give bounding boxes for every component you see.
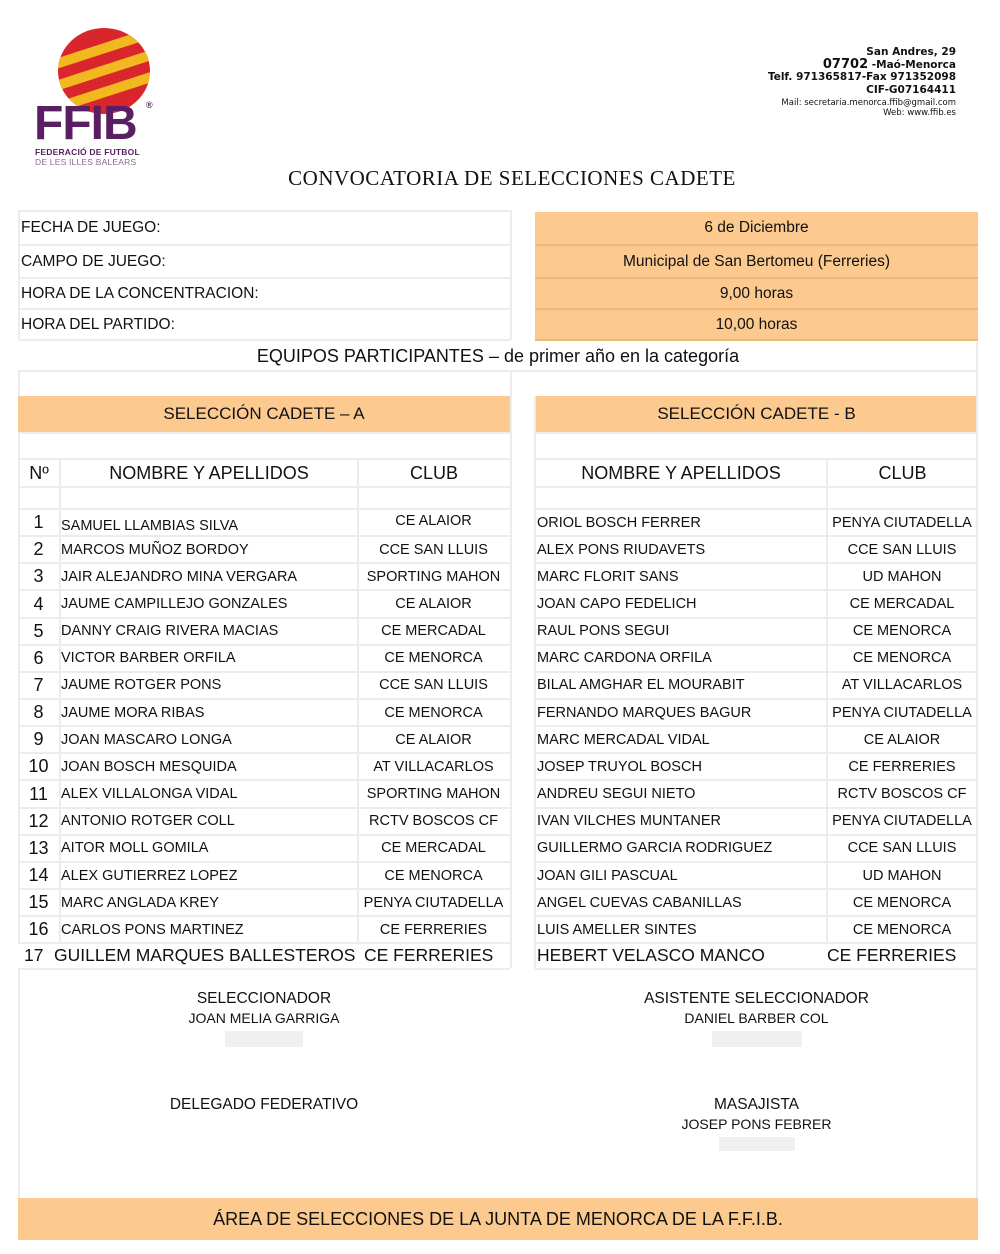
player-club: CCE SAN LLUIS xyxy=(826,537,978,564)
player-club: AT VILLACARLOS xyxy=(826,673,978,700)
player-name: JAUME MORA RIBAS xyxy=(59,700,357,727)
masajista-name: JOSEP PONS FEBRER xyxy=(681,1116,832,1132)
player-club: UD MAHON xyxy=(826,863,978,890)
info-value-concentracion: 9,00 horas xyxy=(535,279,978,310)
player-club: CCE SAN LLUIS xyxy=(357,673,510,700)
player-name: DANNY CRAIG RIVERA MACIAS xyxy=(59,619,357,646)
player-club: CE MERCADAL xyxy=(357,619,510,646)
player-name: RAUL PONS SEGUI xyxy=(535,619,826,646)
info-value-campo: Municipal de San Bertomeu (Ferreries) xyxy=(535,246,978,279)
player-club: PENYA CIUTADELLA xyxy=(826,510,978,537)
player-club: CE ALAIOR xyxy=(357,510,510,537)
player-name: JOAN CAPO FEDELICH xyxy=(535,591,826,618)
team-b-title: SELECCIÓN CADETE - B xyxy=(535,396,978,434)
player-club: CE ALAIOR xyxy=(357,591,510,618)
contact-address xyxy=(768,46,956,118)
delegado-block xyxy=(18,1095,510,1115)
team-b-col-club: CLUB xyxy=(827,460,978,488)
info-value-fecha: 6 de Diciembre xyxy=(535,212,978,246)
player-club: CE ALAIOR xyxy=(357,727,510,754)
player-club: CE MENORCA xyxy=(357,863,510,890)
player-club: SPORTING MAHON xyxy=(357,564,510,591)
address-cif: CIF-G07164411 xyxy=(866,83,956,96)
player-num: 5 xyxy=(18,619,59,646)
player-name: MARC FLORIT SANS xyxy=(535,564,826,591)
player-num: 4 xyxy=(18,591,59,618)
team-a-title: SELECCIÓN CADETE – A xyxy=(18,396,510,434)
player-club: CE FERRERIES xyxy=(827,944,957,965)
player-club: AT VILLACARLOS xyxy=(357,754,510,781)
team-b-col-name: NOMBRE Y APELLIDOS xyxy=(535,460,827,488)
player-num: 11 xyxy=(18,782,59,809)
player-name: MARC CARDONA ORFILA xyxy=(535,646,826,673)
logo-wordmark: FFIB xyxy=(34,97,137,150)
address-mail[interactable]: Mail: secretaria.menorca.ffib@gmail.com xyxy=(781,98,956,108)
player-name: JAUME CAMPILLEJO GONZALES xyxy=(59,591,357,618)
document-title: CONVOCATORIA DE SELECCIONES CADETE xyxy=(288,166,736,190)
player-name: ALEX VILLALONGA VIDAL xyxy=(59,782,357,809)
player-club: CE MERCADAL xyxy=(826,591,978,618)
divider xyxy=(510,210,512,340)
player-club: CE FERRERIES xyxy=(364,944,494,965)
player-name: MARCOS MUÑOZ BORDOY xyxy=(59,537,357,564)
player-num: 12 xyxy=(18,809,59,836)
player-num: 1 xyxy=(18,510,59,537)
player-name: JOSEP TRUYOL BOSCH xyxy=(535,754,826,781)
player-name: ANGEL CUEVAS CABANILLAS xyxy=(535,890,826,917)
city: -Maó-Menorca xyxy=(868,58,956,71)
player-name: VICTOR BARBER ORFILA xyxy=(59,646,357,673)
seleccionador-name: JOAN MELIA GARRIGA xyxy=(188,1010,340,1026)
player-name: JAIR ALEJANDRO MINA VERGARA xyxy=(59,564,357,591)
redacted-contact xyxy=(225,1031,303,1047)
player-name: ALEX PONS RIUDAVETS xyxy=(535,537,826,564)
player-name: CARLOS PONS MARTINEZ xyxy=(59,917,357,944)
player-club: RCTV BOSCOS CF xyxy=(826,782,978,809)
seleccionador-block xyxy=(18,989,510,1052)
asistente-name: DANIEL BARBER COL xyxy=(684,1010,829,1026)
player-club: CCE SAN LLUIS xyxy=(357,537,510,564)
registered-mark: ® xyxy=(146,100,153,110)
player-num: 2 xyxy=(18,537,59,564)
player-name: MARC ANGLADA KREY xyxy=(59,890,357,917)
player-name: SAMUEL LLAMBIAS SILVA xyxy=(59,510,357,537)
player-club: CCE SAN LLUIS xyxy=(826,836,978,863)
player-name: GUILLERMO GARCIA RODRIGUEZ xyxy=(535,836,826,863)
info-value-partido: 10,00 horas xyxy=(535,310,978,341)
asistente-role: ASISTENTE SELECCIONADOR xyxy=(644,990,869,1007)
player-club: CE MENORCA xyxy=(826,890,978,917)
player-club: CE FERRERIES xyxy=(826,754,978,781)
player-name: JOAN MASCARO LONGA xyxy=(59,727,357,754)
masajista-block xyxy=(535,1095,978,1156)
ffib-logo xyxy=(30,24,170,167)
player-club: CE FERRERIES xyxy=(357,917,510,944)
player-num: 13 xyxy=(18,836,59,863)
player-club: CE MENORCA xyxy=(826,619,978,646)
player-num: 17 xyxy=(24,944,44,965)
team-a-col-name: NOMBRE Y APELLIDOS xyxy=(60,460,358,488)
player-club: SPORTING MAHON xyxy=(357,782,510,809)
redacted-contact xyxy=(719,1137,795,1151)
divider xyxy=(510,396,512,968)
redacted-contact xyxy=(712,1031,802,1047)
player-name: JOAN GILI PASCUAL xyxy=(535,863,826,890)
team-a-col-num: Nº xyxy=(18,460,60,488)
player-club: CE MERCADAL xyxy=(357,836,510,863)
player-club: CE MENORCA xyxy=(357,700,510,727)
player-name: ORIOL BOSCH FERRER xyxy=(535,510,826,537)
player-num: 10 xyxy=(18,754,59,781)
divider xyxy=(535,968,978,970)
player-num: 14 xyxy=(18,863,59,890)
address-city xyxy=(768,56,956,72)
logo-subtitle-2: DE LES ILLES BALEARS xyxy=(35,157,137,167)
postal-code: 07702 xyxy=(822,56,869,72)
player-name: JAUME ROTGER PONS xyxy=(59,673,357,700)
player-num: 7 xyxy=(18,673,59,700)
player-num: 9 xyxy=(18,727,59,754)
divider xyxy=(976,342,978,396)
logo-subtitle-1: FEDERACIÓ DE FUTBOL xyxy=(35,147,140,157)
player-club: CE MENORCA xyxy=(826,646,978,673)
player-name: MARC MERCADAL VIDAL xyxy=(535,727,826,754)
masajista-role: MASAJISTA xyxy=(714,1096,799,1113)
divider xyxy=(18,968,510,970)
player-num: 3 xyxy=(18,564,59,591)
seleccionador-role: SELECCIONADOR xyxy=(196,990,332,1007)
player-name: HEBERT VELASCO MANCO xyxy=(537,944,765,965)
player-num: 6 xyxy=(18,646,59,673)
player-name: FERNANDO MARQUES BAGUR xyxy=(535,700,826,727)
info-label-fecha: FECHA DE JUEGO: xyxy=(18,212,510,246)
player-club: CE MENORCA xyxy=(826,917,978,944)
player-club: PENYA CIUTADELLA xyxy=(357,890,510,917)
player-club: UD MAHON xyxy=(826,564,978,591)
address-street: San Andres, 29 xyxy=(866,46,956,58)
divider xyxy=(510,372,512,396)
player-name: AITOR MOLL GOMILA xyxy=(59,836,357,863)
player-name: BILAL AMGHAR EL MOURABIT xyxy=(535,673,826,700)
player-club: RCTV BOSCOS CF xyxy=(357,809,510,836)
player-num: 8 xyxy=(18,700,59,727)
divider xyxy=(18,372,20,396)
info-label-concentracion: HORA DE LA CONCENTRACION: xyxy=(18,279,510,310)
player-name: IVAN VILCHES MUNTANER xyxy=(535,809,826,836)
player-name: GUILLEM MARQUES BALLESTEROS xyxy=(54,944,356,965)
player-club: CE MENORCA xyxy=(357,646,510,673)
player-name: ANTONIO ROTGER COLL xyxy=(59,809,357,836)
info-label-partido: HORA DEL PARTIDO: xyxy=(18,310,510,341)
info-label-campo: CAMPO DE JUEGO: xyxy=(18,246,510,279)
player-club: CE ALAIOR xyxy=(826,727,978,754)
player-name: JOAN BOSCH MESQUIDA xyxy=(59,754,357,781)
address-phone: Telf. 971365817-Fax 971352098 xyxy=(767,71,956,83)
player-name: ANDREU SEGUI NIETO xyxy=(535,782,826,809)
player-club: PENYA CIUTADELLA xyxy=(826,809,978,836)
player-num: 16 xyxy=(18,917,59,944)
address-web[interactable]: Web: www.ffib.es xyxy=(883,108,956,118)
delegado-role: DELEGADO FEDERATIVO xyxy=(169,1096,359,1113)
player-name: LUIS AMELLER SINTES xyxy=(535,917,826,944)
team-a-extra-row xyxy=(24,942,510,968)
player-num: 15 xyxy=(18,890,59,917)
team-b-extra-row xyxy=(537,942,978,968)
footer-banner: ÁREA DE SELECCIONES DE LA JUNTA DE MENORCA DE LA F.F.I.B. xyxy=(18,1198,978,1240)
player-club: PENYA CIUTADELLA xyxy=(826,700,978,727)
equipos-heading: EQUIPOS PARTICIPANTES – de primer año en la categoría xyxy=(18,342,978,372)
team-a-col-club: CLUB xyxy=(358,460,510,488)
player-name: ALEX GUTIERREZ LOPEZ xyxy=(59,863,357,890)
asistente-block xyxy=(535,989,978,1052)
